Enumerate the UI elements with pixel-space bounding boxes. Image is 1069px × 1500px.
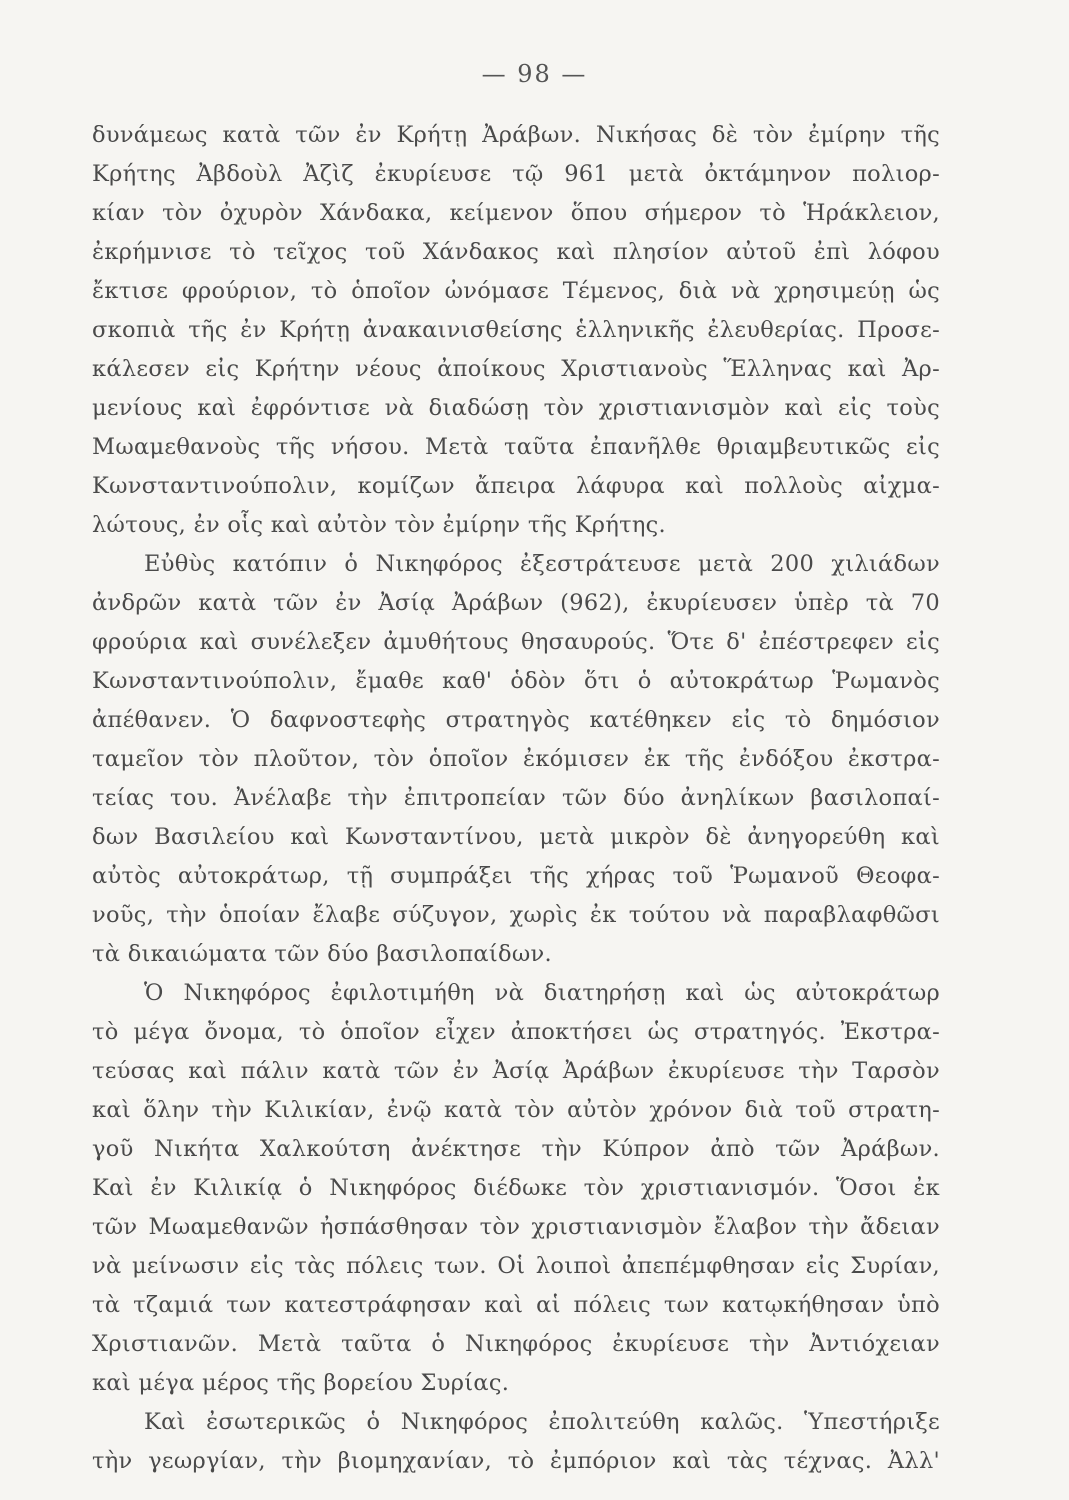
text-line: τὸ μέγα ὄνομα, τὸ ὁποῖον εἶχεν ἀποκτήσει ὡς στρατηγός. Ἐκστρα-	[92, 1019, 940, 1045]
paragraph-3	[92, 974, 940, 1403]
page-number: — 98 —	[481, 60, 588, 88]
text-line: τῶν Μωαμεθανῶν ἠσπάσθησαν τὸν χριστιανισμὸν ἔλαβον τὴν ἄδειαν	[92, 1214, 940, 1240]
text-line: Κωνσταντινούπολιν, κομίζων ἄπειρα λάφυρα καὶ πολλοὺς αἰχμα-	[92, 473, 940, 499]
text-line: κίαν τὸν ὀχυρὸν Χάνδακα, κείμενον ὅπου σήμερον τὸ Ἡράκλειον,	[92, 200, 940, 226]
paragraph-4	[92, 1403, 940, 1481]
text-line: δων Βασιλείου καὶ Κωνσταντίνου, μετὰ μικρὸν δὲ ἀνηγορεύθη καὶ	[92, 824, 940, 850]
text-line: γοῦ Νικήτα Χαλκούτση ἀνέκτησε τὴν Κύπρον ἀπὸ τῶν Ἀράβων.	[92, 1136, 940, 1162]
text-line: τὴν γεωργίαν, τὴν βιομηχανίαν, τὸ ἐμπόριον καὶ τὰς τέχνας. Ἀλλ'	[92, 1448, 940, 1474]
text-line: τὰ δικαιώματα τῶν δύο βασιλοπαίδων.	[92, 941, 552, 967]
text-line: κάλεσεν εἰς Κρήτην νέους ἀποίκους Χριστιανοὺς Ἕλληνας καὶ Ἀρ-	[92, 356, 940, 382]
text-line: ἀνδρῶν κατὰ τῶν ἐν Ἀσίᾳ Ἀράβων (962), ἐκυρίευσεν ὑπὲρ τὰ 70	[92, 590, 940, 616]
text-line: Καὶ ἐσωτερικῶς ὁ Νικηφόρος ἐπολιτεύθη καλῶς. Ὑπεστήριξε	[144, 1409, 940, 1435]
text-line: δυνάμεως κατὰ τῶν ἐν Κρήτῃ Ἀράβων. Νικήσας δὲ τὸν ἐμίρην τῆς	[92, 122, 940, 148]
paragraph-1	[92, 116, 940, 545]
text-line: ἀπέθανεν. Ὁ δαφνοστεφὴς στρατηγὸς κατέθηκεν εἰς τὸ δημόσιον	[92, 707, 940, 733]
text-line: μενίους καὶ ἐφρόντισε νὰ διαδώσῃ τὸν χριστιανισμὸν καὶ εἰς τοὺς	[92, 395, 940, 421]
text-line: τείας του. Ἀνέλαβε τὴν ἐπιτροπείαν τῶν δύο ἀνηλίκων βασιλοπαί-	[92, 785, 940, 811]
text-line: τὰ τζαμιά των κατεστράφησαν καὶ αἱ πόλεις των κατῳκήθησαν ὑπὸ	[92, 1292, 940, 1318]
text-line: Καὶ ἐν Κιλικίᾳ ὁ Νικηφόρος διέδωκε τὸν χριστιανισμόν. Ὅσοι ἐκ	[92, 1175, 940, 1201]
text-line: Χριστιανῶν. Μετὰ ταῦτα ὁ Νικηφόρος ἐκυρίευσε τὴν Ἀντιόχειαν	[92, 1331, 940, 1357]
text-line: Ὁ Νικηφόρος ἐφιλοτιμήθη νὰ διατηρήσῃ καὶ ὡς αὐτοκράτωρ	[144, 980, 940, 1006]
text-line: νοῦς, τὴν ὁποίαν ἔλαβε σύζυγον, χωρὶς ἐκ τούτου νὰ παραβλαφθῶσι	[92, 902, 940, 928]
text-line: Εὐθὺς κατόπιν ὁ Νικηφόρος ἐξεστράτευσε μετὰ 200 χιλιάδων	[144, 551, 940, 577]
paragraph-2	[92, 545, 940, 974]
text-line: τεύσας καὶ πάλιν κατὰ τῶν ἐν Ἀσίᾳ Ἀράβων ἐκυρίευσε τὴν Ταρσὸν	[92, 1058, 940, 1084]
text-line: ἐκρήμνισε τὸ τεῖχος τοῦ Χάνδακος καὶ πλησίον αὐτοῦ ἐπὶ λόφου	[92, 239, 940, 265]
text-line: Κρήτης Ἀβδοὺλ Ἀζὶζ ἐκυρίευσε τῷ 961 μετὰ ὀκτάμηνον πολιορ-	[92, 161, 940, 187]
text-line: Μωαμεθανοὺς τῆς νήσου. Μετὰ ταῦτα ἐπανῆλθε θριαμβευτικῶς εἰς	[92, 434, 940, 460]
text-line: καὶ ὅλην τὴν Κιλικίαν, ἐνῷ κατὰ τὸν αὐτὸν χρόνον διὰ τοῦ στρατη-	[92, 1097, 940, 1123]
text-line: καὶ μέγα μέρος τῆς βορείου Συρίας.	[92, 1370, 510, 1396]
text-line: ἔκτισε φρούριον, τὸ ὁποῖον ὠνόμασε Τέμενος, διὰ νὰ χρησιμεύῃ ὡς	[92, 278, 940, 304]
text-line: ταμεῖον τὸν πλοῦτον, τὸν ὁποῖον ἐκόμισεν ἐκ τῆς ἐνδόξου ἐκστρα-	[92, 746, 940, 772]
text-line: λώτους, ἐν οἷς καὶ αὐτὸν τὸν ἐμίρην τῆς Κρήτης.	[92, 512, 666, 538]
text-line: Κωνσταντινούπολιν, ἔμαθε καθ' ὁδὸν ὅτι ὁ αὐτοκράτωρ Ῥωμανὸς	[92, 668, 940, 694]
text-line: φρούρια καὶ συνέλεξεν ἀμυθήτους θησαυρούς. Ὅτε δ' ἐπέστρεφεν εἰς	[92, 629, 940, 655]
text-line: σκοπιὰ τῆς ἐν Κρήτῃ ἀνακαινισθείσης ἑλληνικῆς ἐλευθερίας. Προσε-	[92, 317, 940, 343]
text-line: αὐτὸς αὐτοκράτωρ, τῇ συμπράξει τῆς χήρας τοῦ Ῥωμανοῦ Θεοφα-	[92, 863, 940, 889]
text-line: νὰ μείνωσιν εἰς τὰς πόλεις των. Οἱ λοιποὶ ἀπεπέμφθησαν εἰς Συρίαν,	[92, 1253, 940, 1279]
body-text	[92, 116, 940, 1481]
